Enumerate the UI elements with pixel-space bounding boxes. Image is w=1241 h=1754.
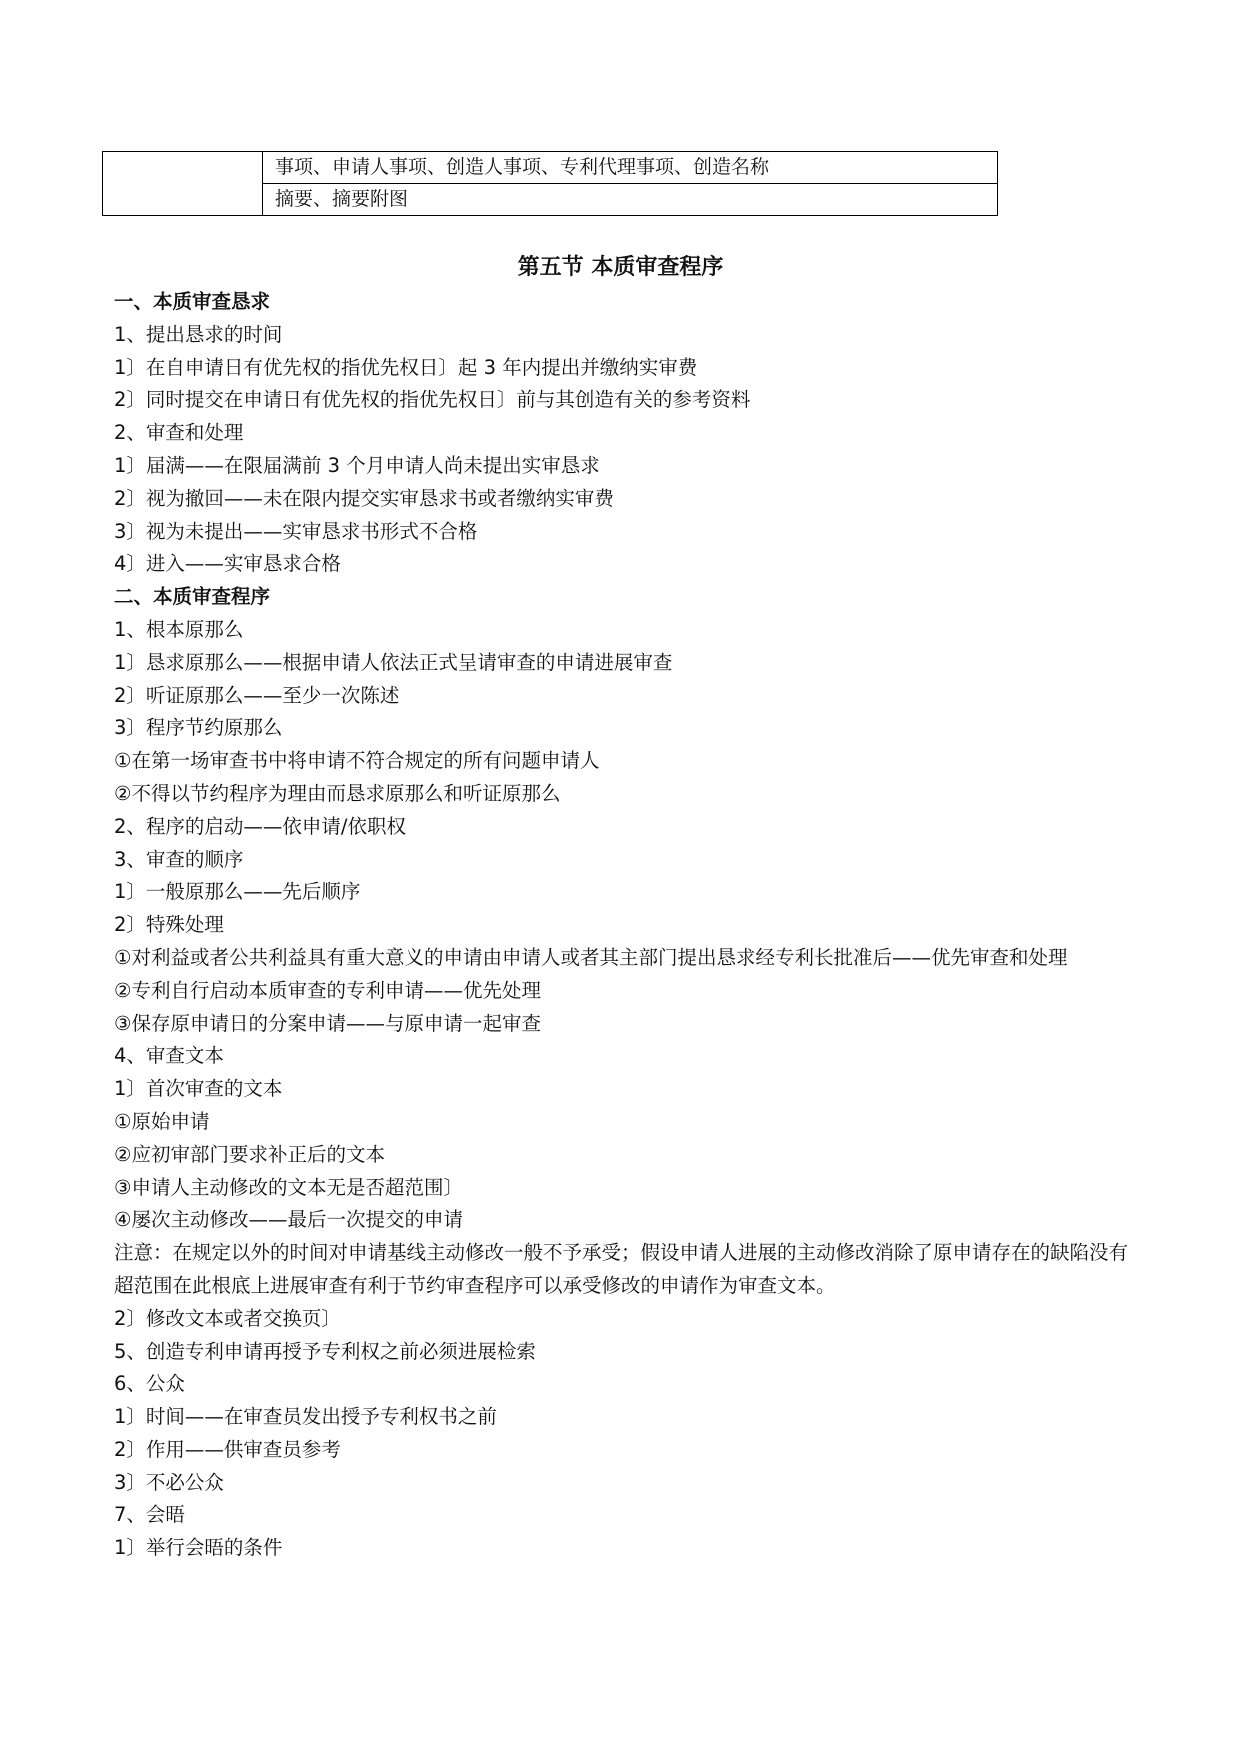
table-cell-right: 摘要、摘要附图 — [263, 184, 998, 216]
section-heading: 一、本质审查恳求 — [114, 290, 271, 313]
text-line: 4、审查文本 — [114, 1044, 224, 1068]
text-line: ①原始申请 — [114, 1109, 210, 1133]
text-line: ②应初审部门要求补正后的文本 — [114, 1142, 385, 1166]
text-line: ①在第一场审查书中将申请不符合规定的所有问题申请人 — [114, 749, 600, 773]
document-body — [114, 286, 1144, 1565]
text-line: ③申请人主动修改的文本无是否超范围〕 — [114, 1175, 463, 1199]
text-line: 3、审查的顺序 — [114, 847, 244, 871]
text-line: 2〕特殊处理 — [114, 913, 224, 937]
text-line: ③保存原申请日的分案申请——与原申请一起审查 — [114, 1011, 541, 1035]
text-line: 2〕同时提交在申请日有优先权的指优先权日〕前与其创造有关的参考资料 — [114, 388, 751, 412]
text-line: 7、会晤 — [114, 1503, 185, 1527]
text-line: 2、程序的启动——依申请/依职权 — [114, 814, 406, 838]
continuation-table — [102, 151, 998, 216]
text-line: 3〕视为未提出——实审恳求书形式不合格 — [114, 519, 478, 543]
text-line: 2〕听证原那么——至少一次陈述 — [114, 683, 400, 707]
text-line: 3〕不必公众 — [114, 1470, 224, 1494]
text-line: 1〕届满——在限届满前 3 个月申请人尚未提出实审恳求 — [114, 453, 600, 477]
text-line: 1、提出恳求的时间 — [114, 322, 283, 346]
text-line: ①对利益或者公共利益具有重大意义的申请由申请人或者其主部门提出恳求经专利长批准后——优先审查和处理 — [114, 945, 1068, 969]
text-line: 1〕在自申请日有优先权的指优先权日〕起 3 年内提出并缴纳实审费 — [114, 355, 698, 379]
section-title: 第五节 本质审查程序 — [517, 255, 724, 280]
text-line: 2、审查和处理 — [114, 421, 244, 445]
text-line: 1〕恳求原那么——根据申请人依法正式呈请审查的申请进展审查 — [114, 650, 673, 674]
text-line: 1〕举行会晤的条件 — [114, 1536, 283, 1560]
text-line: 注意：在规定以外的时间对申请基线主动修改一般不予承受；假设申请人进展的主动修改消除了原申请存在的缺陷没有超范围在此根底上进展审查有利于节约审查程序可以承受修改的申请作为审查文本。 — [114, 1241, 1129, 1297]
text-line: 2〕作用——供审查员参考 — [114, 1437, 341, 1461]
text-line: 1〕首次审查的文本 — [114, 1077, 283, 1101]
text-line: 5、创造专利申请再授予专利权之前必须进展检索 — [114, 1339, 536, 1363]
table-cell-right: 事项、申请人事项、创造人事项、专利代理事项、创造名称 — [263, 152, 998, 184]
text-line: 3〕程序节约原那么 — [114, 716, 283, 740]
text-line: 4〕进入——实审恳求合格 — [114, 552, 341, 576]
text-line: 6、公众 — [114, 1372, 185, 1396]
text-line: ④屡次主动修改——最后一次提交的申请 — [114, 1208, 463, 1232]
table-row — [103, 152, 998, 184]
text-line: 2〕修改文本或者交换页〕 — [114, 1306, 341, 1330]
text-line: 2〕视为撤回——未在限内提交实审恳求书或者缴纳实审费 — [114, 486, 614, 510]
text-line: ②专利自行启动本质审查的专利申请——优先处理 — [114, 978, 541, 1002]
text-line: 1〕一般原那么——先后顺序 — [114, 880, 361, 904]
text-line: ②不得以节约程序为理由而恳求原那么和听证原那么 — [114, 781, 561, 805]
text-line: 1、根本原那么 — [114, 617, 244, 641]
text-line: 1〕时间——在审查员发出授予专利权书之前 — [114, 1405, 497, 1429]
section-heading: 二、本质审查程序 — [114, 585, 271, 609]
table-cell-left — [103, 152, 263, 216]
